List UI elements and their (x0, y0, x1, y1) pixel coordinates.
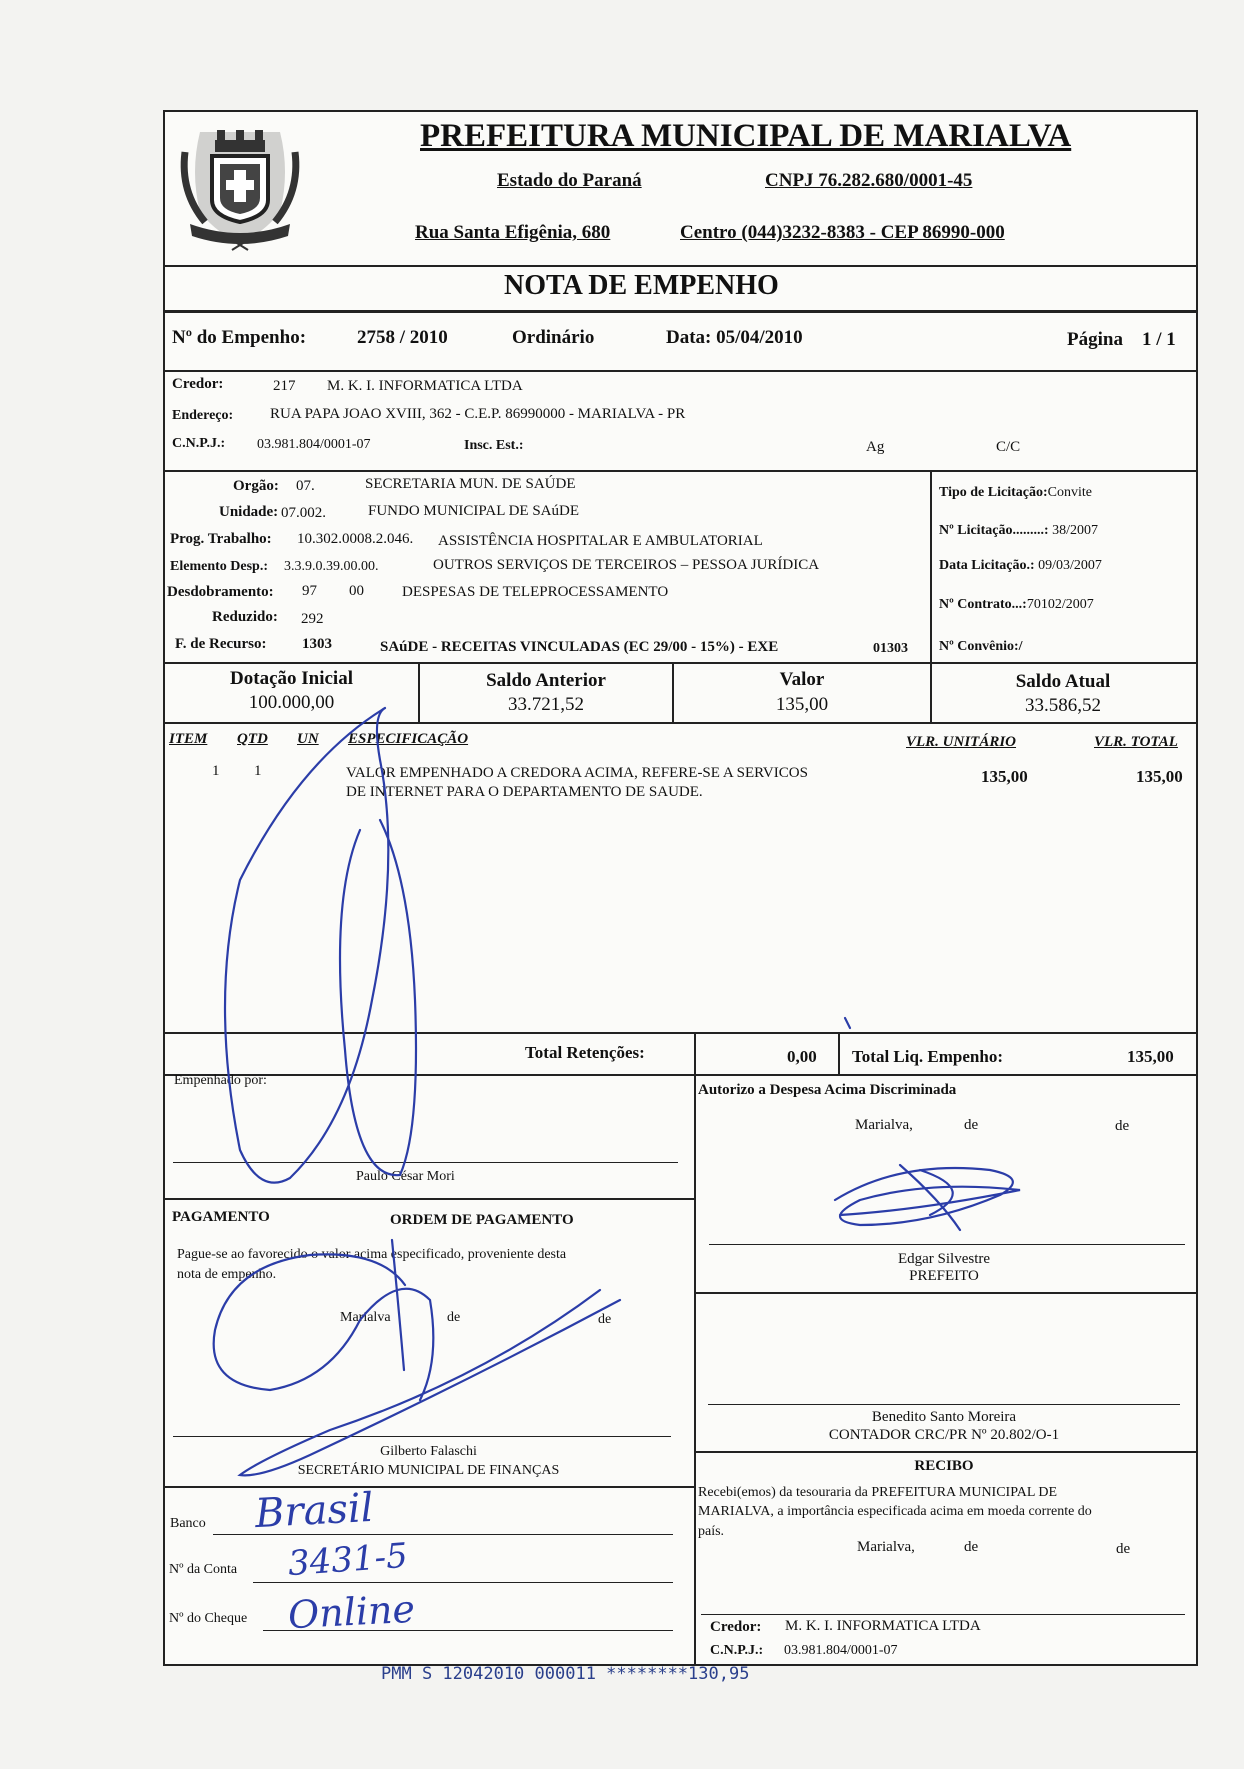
item-number: 1 (212, 763, 220, 779)
payment-order-label: ORDEM DE PAGAMENTO (390, 1212, 574, 1228)
insc-est-label: Insc. Est.: (464, 438, 524, 453)
payment-label: PAGAMENTO (172, 1209, 270, 1225)
payment-text-line1: Pague-se ao favorecido o valor acima especificado, proveniente desta (177, 1247, 567, 1262)
payment-place: Marialva (340, 1310, 391, 1325)
program-label: Prog. Trabalho: (170, 531, 272, 547)
check-handwritten: Online (286, 1586, 416, 1638)
amount-value: 135,00 (775, 694, 829, 715)
cnpj-label: CNPJ 76.282.680/0001-45 (765, 170, 973, 191)
payment-de2: de (598, 1312, 612, 1327)
reduced-label: Reduzido: (212, 609, 278, 625)
receipt-de1: de (964, 1539, 979, 1555)
page-title: PREFEITURA MUNICIPAL DE MARIALVA (420, 118, 1072, 154)
resource-name: SAúDE - RECEITAS VINCULADAS (EC 29/00 - 15%) - EXE (380, 639, 779, 655)
creditor-label: Credor: (172, 376, 224, 392)
initial-allocation-label: Dotação Inicial (230, 668, 353, 689)
unit-name: FUNDO MUNICIPAL DE SAúDE (368, 503, 579, 519)
creditor-cnpj-label: C.N.P.J.: (172, 436, 226, 451)
resource-label: F. de Recurso: (175, 636, 267, 652)
col-unit: UN (297, 731, 319, 747)
net-total-value: 135,00 (1127, 1047, 1174, 1066)
bid-date-label: Data Licitação.: 09/03/2007 (939, 558, 1102, 573)
item-spec-line2: DE INTERNET PARA O DEPARTAMENTO DE SAUDE. (346, 784, 703, 800)
retentions-label: Total Retenções: (525, 1043, 645, 1062)
committed-by-name: Paulo César Mori (356, 1169, 455, 1184)
item-spec-line1: VALOR EMPENHADO A CREDORA ACIMA, REFERE-SE A SERVICOS (346, 765, 808, 781)
account-label: C/C (996, 439, 1021, 455)
breakdown-name: DESPESAS DE TELEPROCESSAMENTO (402, 584, 669, 600)
creditor-code: 217 (273, 378, 296, 394)
bid-number-label: Nº Licitação.........: 38/2007 (939, 523, 1098, 538)
program-code: 10.302.0008.2.046. (297, 531, 414, 547)
unit-code: 07.002. (281, 505, 326, 521)
col-item: ITEM (169, 731, 208, 747)
finance-secretary-title: SECRETÁRIO MUNICIPAL DE FINANÇAS (297, 1463, 560, 1478)
address-label: Endereço: (172, 408, 234, 423)
item-qty: 1 (254, 763, 262, 779)
empenho-date: Data: 05/04/2010 (666, 327, 803, 348)
initial-allocation-value: 100.000,00 (248, 692, 335, 713)
resource-code2: 01303 (873, 641, 908, 656)
document-title: NOTA DE EMPENHO (504, 270, 779, 301)
receipt-text-line1: Recebi(emos) da tesouraria da PREFEITURA MUNICIPAL DE (698, 1485, 1058, 1500)
receipt-place: Marialva, (857, 1539, 915, 1555)
committed-by-label: Empenhado por: (174, 1073, 267, 1088)
current-balance-label: Saldo Atual (1015, 671, 1111, 692)
creditor-name: M. K. I. INFORMATICA LTDA (327, 378, 523, 394)
creditor-address: RUA PAPA JOAO XVIII, 362 - C.E.P. 86990000 - MARIALVA - PR (270, 406, 686, 422)
col-qty: QTD (237, 731, 268, 747)
account-handwritten: 3431-5 (286, 1535, 409, 1585)
state-label: Estado do Paraná (497, 170, 642, 191)
receipt-text-line2: MARIALVA, a importância especificada acima em moeda corrente do (698, 1504, 1092, 1519)
organ-label: Orgão: (233, 478, 279, 494)
street-label: Rua Santa Efigênia, 680 (415, 222, 611, 243)
empenho-type: Ordinário (512, 327, 595, 348)
current-balance-value: 33.586,52 (1025, 695, 1101, 716)
creditor-cnpj: 03.981.804/0001-07 (257, 437, 371, 452)
agreement-label: Nº Convênio:/ (939, 639, 1023, 654)
retentions-value: 0,00 (787, 1047, 817, 1066)
amount-label: Valor (779, 669, 825, 690)
receipt-label: RECIBO (914, 1458, 974, 1474)
element-label: Elemento Desp.: (170, 559, 268, 574)
payment-text-line2: nota de empenho. (177, 1267, 277, 1282)
mayor-name: Edgar Silvestre (897, 1251, 991, 1267)
element-name: OUTROS SERVIÇOS DE TERCEIROS – PESSOA JURÍDICA (433, 557, 820, 573)
agency-label: Ag (866, 439, 885, 455)
col-unit-price: VLR. UNITÁRIO (906, 734, 1017, 750)
finance-secretary-name: Gilberto Falaschi (380, 1444, 477, 1459)
previous-balance-label: Saldo Anterior (486, 670, 606, 691)
accountant-name: Benedito Santo Moreira (871, 1409, 1017, 1425)
coat-of-arms-icon (170, 112, 310, 252)
check-number-label: Nº do Cheque (169, 1611, 248, 1626)
breakdown-label: Desdobramento: (167, 584, 274, 600)
empenho-number: 2758 / 2010 (357, 327, 448, 348)
authorization-de1: de (964, 1117, 979, 1133)
col-spec: ESPECIFICAÇÃO (348, 731, 469, 747)
item-total-price: 135,00 (1136, 767, 1183, 786)
receipt-cnpj-label: C.N.P.J.: (710, 1643, 764, 1658)
element-code: 3.3.9.0.39.00.00. (284, 559, 379, 574)
page-label: Página (1067, 329, 1123, 350)
breakdown-code2: 00 (349, 583, 364, 599)
organ-name: SECRETARIA MUN. DE SAÚDE (365, 476, 576, 492)
mayor-title: PREFEITO (909, 1268, 979, 1284)
accountant-title: CONTADOR CRC/PR Nº 20.802/O-1 (828, 1427, 1060, 1443)
payment-de1: de (447, 1310, 461, 1325)
program-name: ASSISTÊNCIA HOSPITALAR E AMBULATORIAL (438, 533, 763, 549)
resource-code: 1303 (302, 636, 332, 652)
empenho-number-label: Nº do Empenho: (172, 327, 307, 348)
receipt-de2: de (1116, 1541, 1131, 1557)
previous-balance-value: 33.721,52 (508, 694, 584, 715)
reduced-code: 292 (301, 611, 324, 627)
net-total-label: Total Liq. Empenho: (852, 1047, 1003, 1066)
organ-code: 07. (296, 478, 315, 494)
receipt-creditor-name: M. K. I. INFORMATICA LTDA (785, 1618, 981, 1634)
col-total-price: VLR. TOTAL (1094, 734, 1178, 750)
authorization-de2: de (1115, 1118, 1130, 1134)
authorization-label: Autorizo a Despesa Acima Discriminada (698, 1082, 957, 1098)
authorization-place: Marialva, (855, 1117, 913, 1133)
contract-label: Nº Contrato...:70102/2007 (939, 597, 1094, 612)
account-number-label: Nº da Conta (169, 1562, 238, 1577)
receipt-creditor-label: Credor: (710, 1619, 762, 1635)
processing-stamp: PMM S 12042010 000011 ********130,95 (381, 1664, 750, 1684)
bid-type-label: Tipo de Licitação:Convite (939, 485, 1092, 500)
receipt-text-line3: país. (698, 1524, 725, 1539)
item-unit-price: 135,00 (981, 767, 1028, 786)
page-number: 1 / 1 (1142, 329, 1176, 350)
bank-handwritten: Brasil (253, 1484, 375, 1538)
breakdown-code1: 97 (302, 583, 317, 599)
receipt-cnpj: 03.981.804/0001-07 (784, 1643, 898, 1658)
contact-label: Centro (044)3232-8383 - CEP 86990-000 (680, 222, 1005, 243)
unit-label: Unidade: (219, 504, 279, 520)
bank-label: Banco (170, 1516, 206, 1531)
